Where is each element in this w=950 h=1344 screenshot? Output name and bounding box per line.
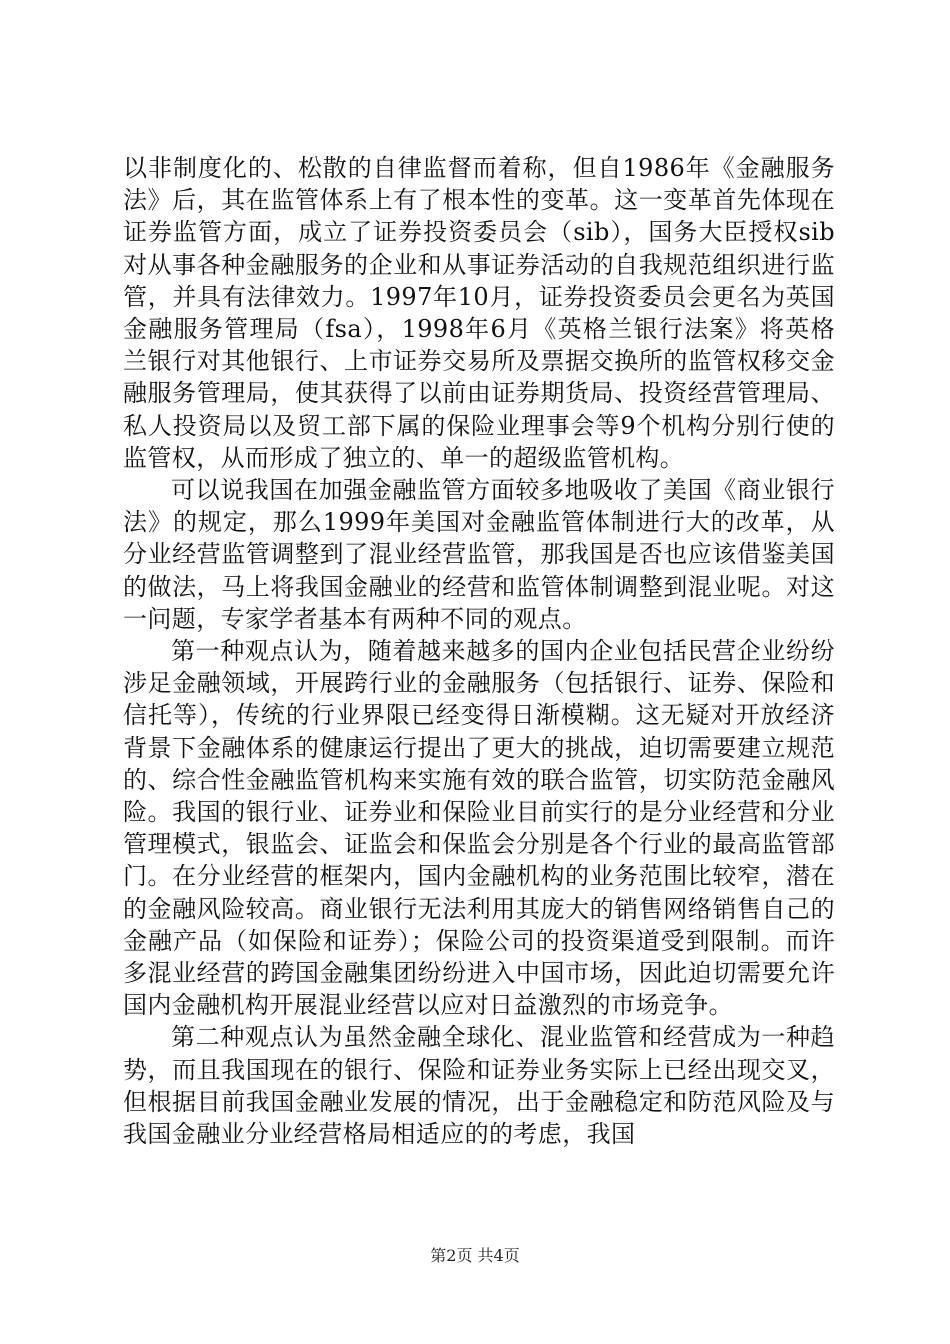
- paragraph-continued: 以非制度化的、松散的自律监督而着称，但自1986年《金融服务法》后，其在监管体系上有了根本性的变革。这一变革首先体现在证券监管方面，成立了证券投资委员会（sib），国务大臣授权sib对从事各种金融服务的企业和从事证券活动的自我规范组织进行监管，并具有法律效力。1997年10月，证券投资委员会更名为英国金融服务管理局（fsa），1998年6月《英格兰银行法案》将英格兰银行对其他银行、上市证券交易所及票据交换所的监管权移交金融服务管理局，使其获得了以前由证券期货局、投资经营管理局、私人投资局以及贸工部下属的保险业理事会等9个机构分别行使的监管权，从而形成了独立的、单一的超级监管机构。: [123, 154, 835, 472]
- paragraph: 第一种观点认为，随着越来越多的国内企业包括民营企业纷纷涉足金融领域，开展跨行业的金融服务（包括银行、证券、保险和信托等），传统的行业界限已经变得日渐模糊。这无疑对开放经济背景下金融体系的健康运行提出了更大的挑战，迫切需要建立规范的、综合性金融监管机构来实施有效的联合监管，切实防范金融风险。我国的银行业、证券业和保险业目前实行的是分业经营和分业管理模式，银监会、证监会和保监会分别是各个行业的最高监管部门。在分业经营的框架内，国内金融机构的业务范围比较窄，潜在的金融风险较高。商业银行无法利用其庞大的销售网络销售自己的金融产品（如保险和证券）；保险公司的投资渠道受到限制。而许多混业经营的跨国金融集团纷纷进入中国市场，因此迫切需要允许国内金融机构开展混业经营以应对日益激烈的市场竞争。: [123, 637, 835, 1020]
- paragraph: 可以说我国在加强金融监管方面较多地吸收了美国《商业银行法》的规定，那么1999年美国对金融监管体制进行大的改革，从分业经营监管调整到了混业经营监管，那我国是否也应该借鉴美国的做法，马上将我国金融业的经营和监管体制调整到混业呢。对这一问题，专家学者基本有两种不同的观点。: [123, 476, 835, 633]
- page-number-footer: 第2页 共4页: [430, 1246, 520, 1265]
- paragraph: 第二种观点认为虽然金融全球化、混业监管和经营成为一种趋势，而且我国现在的银行、保险和证券业务实际上已经出现交叉，但根据目前我国金融业发展的情况，出于金融稳定和防范风险及与我国金融业分业经营格局相适应的的考虑，我国: [123, 1023, 835, 1149]
- document-body: [123, 152, 835, 1150]
